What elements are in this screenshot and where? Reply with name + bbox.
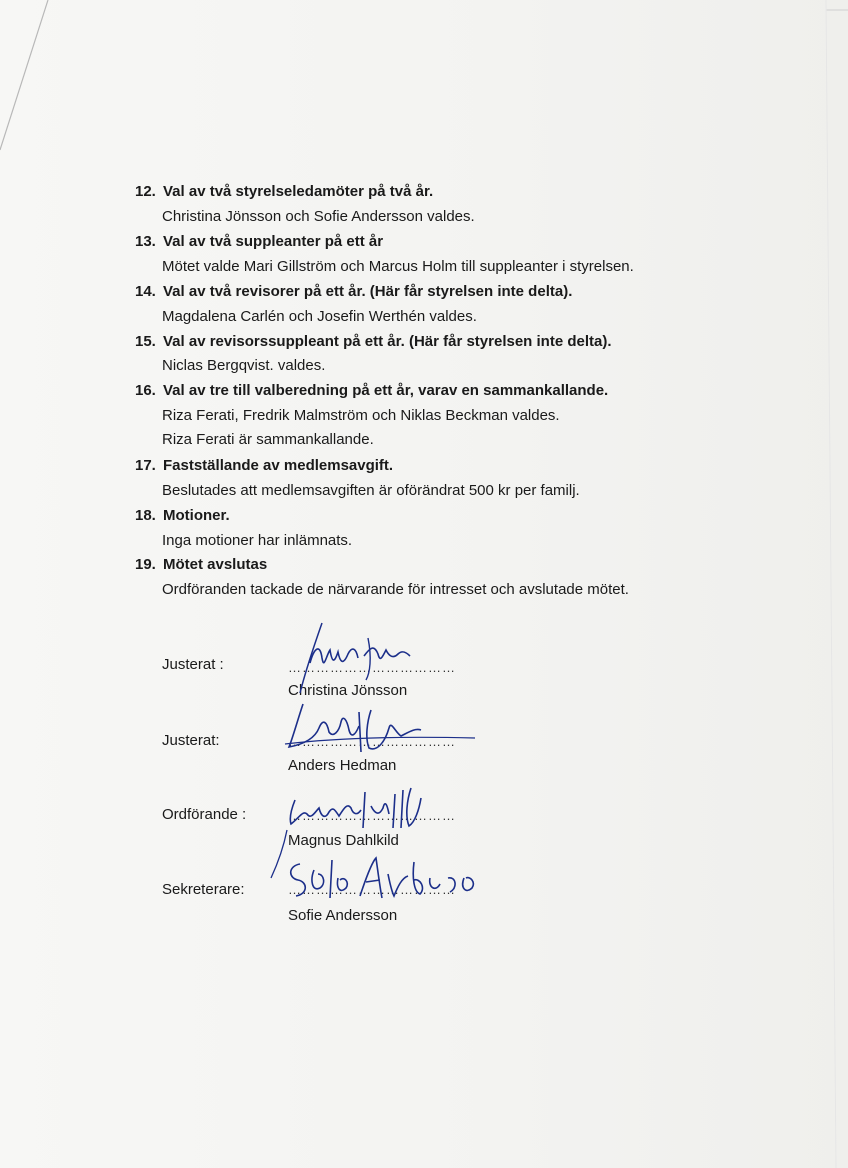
signature-line-3: ……………………………… [288, 808, 456, 823]
signature-name-1: Christina Jönsson [288, 682, 408, 699]
agenda-item-12-text: Christina Jönsson och Sofie Andersson valdes. [162, 208, 475, 225]
signature-label-1: Justerat : [162, 656, 224, 673]
agenda-item-18-text: Inga motioner har inlämnats. [162, 532, 353, 549]
handwritten-signature-1 [270, 618, 440, 698]
agenda-item-15: 15. Val av revisorssuppleant på ett år. (Här får styrelsen inte delta). [135, 333, 612, 350]
agenda-item-16-text-2: Riza Ferati är sammankallande. [162, 431, 374, 448]
agenda-item-12: 12. Val av två styrelseledamöter på två år. [135, 183, 434, 200]
agenda-item-16: 16. Val av tre till valberedning på ett år, varav en sammankallande. [135, 382, 609, 399]
signature-name-2: Anders Hedman [288, 757, 397, 774]
agenda-item-14: 14. Val av två revisorer på ett år. (Här får styrelsen inte delta). [135, 283, 573, 300]
agenda-item-17-text: Beslutades att medlemsavgiften är oförändrat 500 kr per familj. [162, 482, 580, 499]
signature-label-2: Justerat: [162, 732, 220, 749]
agenda-item-17: 17. Fastställande av medlemsavgift. [135, 457, 394, 474]
agenda-item-16-text: Riza Ferati, Fredrik Malmström och Niklas Beckman valdes. [162, 407, 560, 424]
handwritten-signature-4 [280, 848, 490, 908]
agenda-item-19: 19. Mötet avslutas [135, 556, 268, 573]
signature-label-3: Ordförande : [162, 806, 247, 823]
agenda-item-19-text: Ordföranden tackade de närvarande för intresset och avslutade mötet. [162, 581, 629, 598]
agenda-item-14-text: Magdalena Carlén och Josefin Werthén valdes. [162, 308, 477, 325]
signature-name-4: Sofie Andersson [288, 907, 398, 924]
signature-line-1: ……………………………… [288, 660, 456, 675]
handwritten-signature-2 [275, 692, 485, 762]
signature-name-3: Magnus Dahlkild [288, 832, 399, 849]
signature-line-2: ……………………………… [288, 734, 456, 749]
signature-line-4: ……………………………… [288, 882, 456, 897]
signature-label-4: Sekreterare: [162, 881, 245, 898]
agenda-item-13: 13. Val av två suppleanter på ett år [135, 233, 384, 250]
agenda-item-15-text: Niclas Bergqvist. valdes. [162, 357, 326, 374]
agenda-item-13-text: Mötet valde Mari Gillström och Marcus Holm till suppleanter i styrelsen. [162, 258, 634, 275]
agenda-item-18: 18. Motioner. [135, 507, 230, 524]
